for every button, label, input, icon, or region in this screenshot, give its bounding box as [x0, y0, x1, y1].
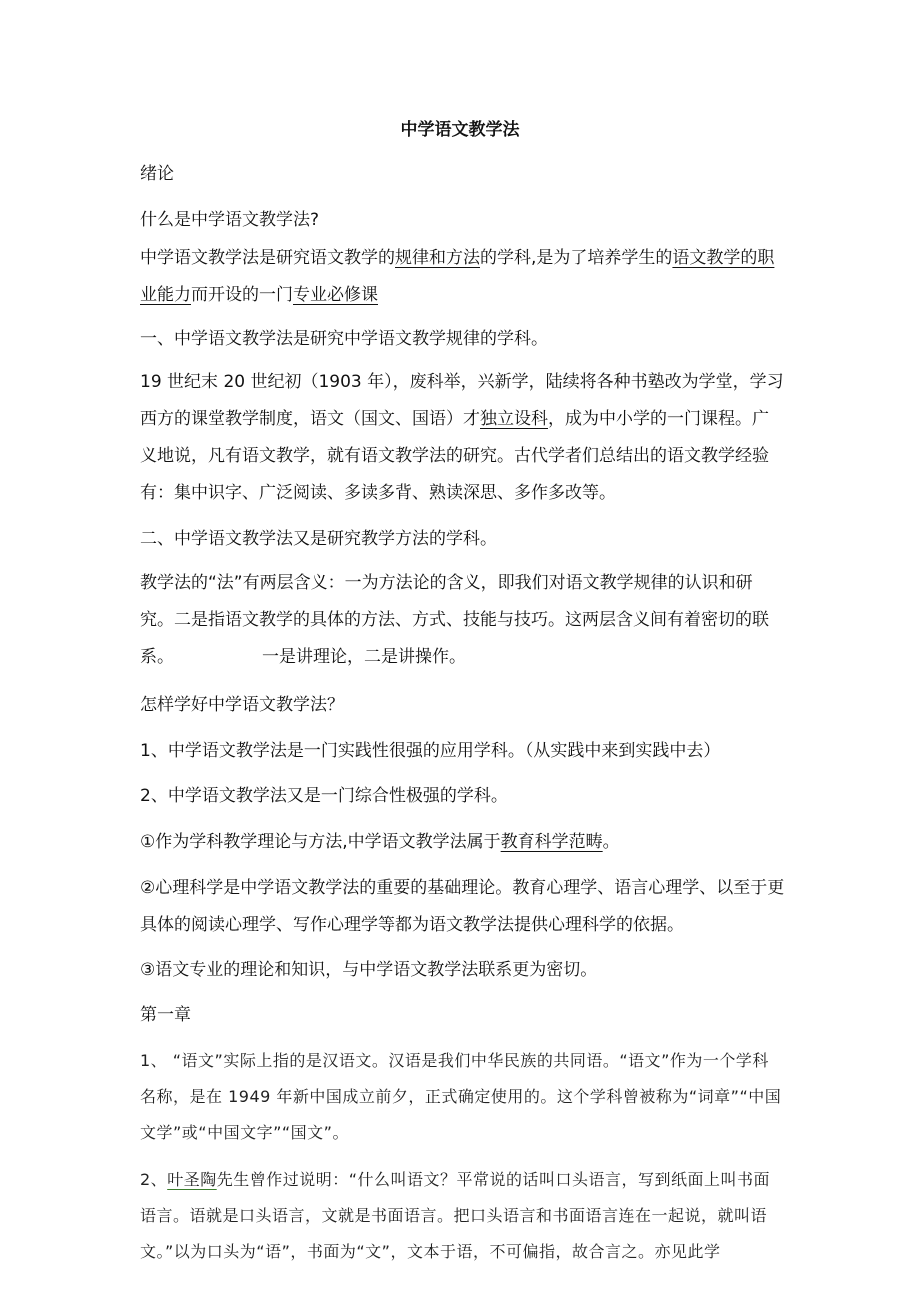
underlined-text: 语文教学的职业能力: [140, 248, 775, 305]
chapter-paragraph-1: 1、 “语文”实际上指的是汉语文。汉语是我们中华民族的共同语。“语文”作为一个学科名称，是在 1949 年新中国成立前夕，正式确定使用的。这个学科曾被称为“词章”“中国文学”或“中国文字”“国文”。: [140, 1051, 782, 1142]
paragraph-method: [140, 565, 785, 676]
underlined-text: 规律和方法: [395, 248, 480, 268]
text: 先生曾作过说明：“什么叫语文？平常说的话叫口头语言，写到纸面上叫书面语言。语就是口头语言，文就是书面语言。把口头语言和书面语言连在一起说，就叫语文。”以为口头为“语”，书面为“文”，文本于语，不可偏指，故合言之。亦见此学: [140, 1170, 770, 1261]
section-one: 一、中学语文教学法是研究中学语文教学规律的学科。: [140, 329, 548, 349]
text: 中学语文教学法是研究语文教学的: [140, 248, 395, 268]
circled-item-2: ②心理科学是中学语文教学法的重要的基础理论。教育心理学、语言心理学、以至于更具体的阅读心理学、写作心理学等都为语文教学法提供心理科学的依据。: [140, 878, 785, 935]
underlined-text: 专业必修课: [293, 285, 378, 305]
chapter-paragraph-2: [140, 1162, 785, 1270]
text: ，成为中小学的一门课程。广义地说，凡有语文教学，就有语文教学法的研究。古代学者们总结出的语文教学经验有：集中识字、广泛阅读、多读多背、熟读深思、多作多改等。: [140, 409, 769, 503]
underlined-text: 教育科学范畴: [500, 832, 603, 852]
question-what: 什么是中学语文教学法?: [140, 210, 320, 230]
question-how: 怎样学好中学语文教学法？: [140, 695, 344, 715]
text: 的学科,是为了培养学生的: [480, 248, 673, 268]
text: ①作为学科教学理论与方法,中学语文教学法属于: [140, 832, 501, 852]
chapter-heading: 第一章: [140, 1005, 191, 1025]
underlined-text: 独立设科: [480, 409, 548, 429]
text: 19 世纪末 20 世纪初（1903 年），废科举，兴新学，陆续将各种书塾改为学堂，学习西方的课堂教学制度，语文（国文、国语）才: [140, 372, 784, 429]
underlined-name: 叶圣陶: [167, 1170, 217, 1189]
circled-item-1: [140, 824, 785, 861]
text: 2、: [140, 1170, 168, 1189]
text: 而开设的一门: [191, 285, 293, 305]
paragraph-definition: [140, 240, 785, 314]
paragraph-history: [140, 364, 785, 512]
text: 教学法的“法”有两层含义：一为方法论的含义，即我们对语文教学规律的认识和研究。二是指语文教学的具体的方法、方式、技能与技巧。这两层含义间有着密切的联系。: [140, 573, 769, 667]
heading-intro: 绪论: [140, 164, 174, 184]
section-two: 二、中学语文教学法又是研究教学方法的学科。: [140, 529, 497, 549]
list-item-1: 1、中学语文教学法是一门实践性很强的应用学科。（从实践中来到实践中去）: [140, 741, 721, 761]
text: 。: [602, 832, 620, 852]
document-title: 中学语文教学法: [400, 120, 520, 140]
text: 一是讲理论，二是讲操作。: [262, 647, 466, 667]
list-item-2: 2、中学语文教学法又是一门综合性极强的学科。: [140, 786, 508, 806]
circled-item-3: ③语文专业的理论和知识，与中学语文教学法联系更为密切。: [140, 960, 598, 980]
